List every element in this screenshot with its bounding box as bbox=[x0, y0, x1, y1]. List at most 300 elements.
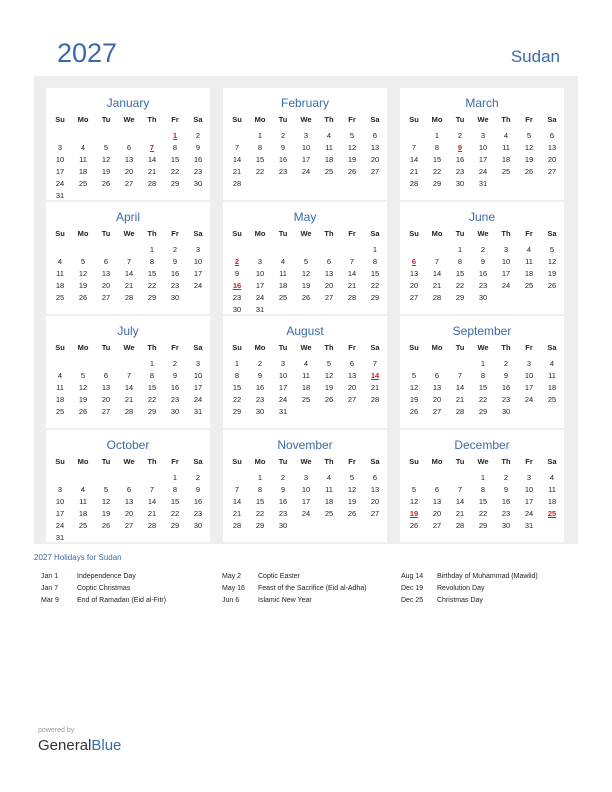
weekday-header: Sa bbox=[193, 229, 203, 238]
day-cell: 25 bbox=[78, 179, 88, 188]
holiday-day: 14 bbox=[370, 371, 380, 380]
day-cell: 4 bbox=[503, 131, 509, 140]
day-cell: 8 bbox=[234, 371, 240, 380]
day-cell: 8 bbox=[457, 257, 463, 266]
day-cell: 4 bbox=[80, 143, 86, 152]
day-cell: 26 bbox=[547, 281, 557, 290]
day-cell: 20 bbox=[409, 281, 419, 290]
holiday-date: Dec 19 bbox=[401, 585, 424, 592]
day-cell: 4 bbox=[57, 257, 63, 266]
day-cell: 16 bbox=[278, 497, 288, 506]
month-may bbox=[223, 202, 387, 314]
month-september bbox=[400, 316, 564, 428]
day-cell: 4 bbox=[326, 131, 332, 140]
day-cell: 5 bbox=[103, 143, 109, 152]
day-cell: 12 bbox=[409, 497, 419, 506]
holiday-date: Mar 9 bbox=[41, 597, 59, 604]
day-cell: 6 bbox=[434, 371, 440, 380]
weekday-header: Sa bbox=[193, 457, 203, 466]
weekday-header: Su bbox=[232, 115, 242, 124]
holiday-name: End of Ramadan (Eid al-Fitr) bbox=[77, 597, 167, 604]
day-cell: 25 bbox=[55, 293, 65, 302]
day-cell: 14 bbox=[455, 497, 465, 506]
day-cell: 11 bbox=[279, 269, 287, 278]
day-cell: 11 bbox=[56, 269, 64, 278]
day-cell: 30 bbox=[193, 179, 203, 188]
day-cell: 14 bbox=[124, 383, 134, 392]
day-cell: 3 bbox=[57, 485, 63, 494]
day-cell: 16 bbox=[255, 383, 265, 392]
day-cell: 22 bbox=[255, 509, 265, 518]
day-cell: 26 bbox=[101, 521, 111, 530]
day-cell: 21 bbox=[370, 383, 380, 392]
day-cell: 27 bbox=[124, 521, 134, 530]
holiday-date: May 2 bbox=[222, 573, 242, 580]
day-cell: 19 bbox=[101, 509, 111, 518]
day-cell: 31 bbox=[478, 179, 488, 188]
weekday-header: Tu bbox=[455, 343, 465, 352]
day-cell: 16 bbox=[193, 155, 203, 164]
day-cell: 21 bbox=[232, 509, 242, 518]
day-cell: 20 bbox=[124, 167, 134, 176]
day-cell: 20 bbox=[370, 497, 380, 506]
day-cell: 27 bbox=[324, 293, 334, 302]
day-cell: 14 bbox=[455, 383, 465, 392]
day-cell: 14 bbox=[147, 497, 157, 506]
day-cell: 25 bbox=[501, 167, 511, 176]
day-cell: 24 bbox=[255, 293, 265, 302]
day-cell: 22 bbox=[478, 509, 488, 518]
weekday-header: Su bbox=[409, 229, 419, 238]
weekday-header: Tu bbox=[278, 343, 288, 352]
day-cell: 11 bbox=[79, 497, 87, 506]
day-cell: 3 bbox=[195, 245, 201, 254]
day-cell: 21 bbox=[147, 509, 157, 518]
day-cell: 28 bbox=[370, 395, 380, 404]
day-cell: 6 bbox=[349, 359, 355, 368]
weekday-header: Th bbox=[147, 229, 157, 238]
day-cell: 28 bbox=[347, 293, 357, 302]
day-cell: 14 bbox=[232, 155, 242, 164]
weekday-header: Fr bbox=[171, 343, 179, 352]
weekday-header: Th bbox=[147, 115, 157, 124]
day-cell: 1 bbox=[257, 131, 263, 140]
day-cell: 26 bbox=[101, 179, 111, 188]
day-cell: 22 bbox=[478, 395, 488, 404]
holidays-title: 2027 Holidays for Sudan bbox=[34, 553, 122, 562]
weekday-header: Tu bbox=[101, 457, 111, 466]
day-cell: 31 bbox=[55, 191, 65, 200]
day-cell: 10 bbox=[255, 269, 265, 278]
day-cell: 27 bbox=[101, 407, 111, 416]
weekday-header: We bbox=[123, 343, 135, 352]
day-cell: 21 bbox=[232, 167, 242, 176]
weekday-header: Sa bbox=[370, 457, 380, 466]
day-cell: 28 bbox=[124, 293, 134, 302]
day-cell: 13 bbox=[432, 497, 442, 506]
day-cell: 7 bbox=[234, 143, 240, 152]
day-cell: 22 bbox=[147, 395, 157, 404]
day-cell: 11 bbox=[548, 485, 556, 494]
day-cell: 17 bbox=[255, 281, 265, 290]
day-cell: 17 bbox=[193, 383, 203, 392]
day-cell: 23 bbox=[278, 509, 288, 518]
month-april bbox=[46, 202, 210, 314]
day-cell: 11 bbox=[325, 485, 333, 494]
day-cell: 26 bbox=[409, 521, 419, 530]
day-cell: 27 bbox=[432, 407, 442, 416]
day-cell: 18 bbox=[301, 383, 311, 392]
day-cell: 15 bbox=[370, 269, 380, 278]
weekday-header: Su bbox=[409, 343, 419, 352]
day-cell: 9 bbox=[503, 371, 509, 380]
day-cell: 22 bbox=[170, 509, 180, 518]
day-cell: 3 bbox=[526, 359, 532, 368]
holiday-name: Christmas Day bbox=[437, 597, 483, 604]
holiday-date: Aug 14 bbox=[401, 573, 424, 580]
weekday-header: Th bbox=[501, 229, 511, 238]
day-cell: 14 bbox=[232, 497, 242, 506]
day-cell: 23 bbox=[255, 395, 265, 404]
day-cell: 8 bbox=[372, 257, 378, 266]
day-cell: 25 bbox=[278, 293, 288, 302]
day-cell: 3 bbox=[257, 257, 263, 266]
day-cell: 15 bbox=[170, 155, 180, 164]
day-cell: 26 bbox=[324, 395, 334, 404]
day-cell: 14 bbox=[432, 269, 442, 278]
day-cell: 25 bbox=[547, 395, 557, 404]
day-cell: 26 bbox=[347, 167, 357, 176]
day-cell: 1 bbox=[172, 473, 178, 482]
day-cell: 21 bbox=[432, 281, 442, 290]
day-cell: 7 bbox=[349, 257, 355, 266]
day-cell: 3 bbox=[480, 131, 486, 140]
day-cell: 22 bbox=[255, 167, 265, 176]
day-cell: 15 bbox=[455, 269, 465, 278]
brand-part-a: General bbox=[38, 737, 92, 754]
day-cell: 7 bbox=[126, 257, 132, 266]
weekday-header: Tu bbox=[455, 457, 465, 466]
month-name: May bbox=[293, 210, 317, 224]
weekday-header: Tu bbox=[455, 229, 465, 238]
day-cell: 5 bbox=[526, 131, 532, 140]
weekday-header: Fr bbox=[171, 457, 179, 466]
day-cell: 4 bbox=[280, 257, 286, 266]
day-cell: 30 bbox=[170, 293, 180, 302]
brand-part-b: Blue bbox=[91, 737, 122, 754]
day-cell: 19 bbox=[524, 155, 534, 164]
weekday-header: Su bbox=[55, 457, 65, 466]
weekday-header: Th bbox=[324, 457, 334, 466]
day-cell: 27 bbox=[347, 395, 357, 404]
day-cell: 9 bbox=[480, 257, 486, 266]
day-cell: 23 bbox=[501, 395, 511, 404]
weekday-header: Sa bbox=[370, 229, 380, 238]
day-cell: 6 bbox=[103, 257, 109, 266]
month-name: November bbox=[277, 438, 333, 452]
day-cell: 2 bbox=[503, 473, 509, 482]
day-cell: 15 bbox=[232, 383, 242, 392]
day-cell: 5 bbox=[411, 371, 417, 380]
day-cell: 8 bbox=[149, 371, 155, 380]
day-cell: 28 bbox=[232, 179, 242, 188]
month-january bbox=[46, 88, 210, 200]
day-cell: 8 bbox=[257, 485, 263, 494]
weekday-header: Su bbox=[55, 229, 65, 238]
year-title: 2027 bbox=[57, 38, 118, 68]
weekday-header: Th bbox=[501, 343, 511, 352]
weekday-header: Th bbox=[501, 115, 511, 124]
weekday-header: We bbox=[300, 115, 312, 124]
day-cell: 23 bbox=[170, 281, 180, 290]
day-cell: 9 bbox=[172, 371, 178, 380]
day-cell: 27 bbox=[432, 521, 442, 530]
weekday-header: Su bbox=[409, 457, 419, 466]
day-cell: 9 bbox=[503, 485, 509, 494]
day-cell: 18 bbox=[55, 281, 65, 290]
day-cell: 27 bbox=[101, 293, 111, 302]
day-cell: 30 bbox=[232, 305, 242, 314]
day-cell: 9 bbox=[172, 257, 178, 266]
day-cell: 6 bbox=[326, 257, 332, 266]
day-cell: 6 bbox=[372, 473, 378, 482]
day-cell: 11 bbox=[525, 257, 533, 266]
day-cell: 20 bbox=[124, 509, 134, 518]
day-cell: 23 bbox=[501, 509, 511, 518]
day-cell: 10 bbox=[55, 497, 65, 506]
day-cell: 29 bbox=[455, 293, 465, 302]
day-cell: 8 bbox=[172, 143, 178, 152]
day-cell: 15 bbox=[147, 383, 157, 392]
day-cell: 3 bbox=[526, 473, 532, 482]
day-cell: 7 bbox=[126, 371, 132, 380]
weekday-header: Tu bbox=[101, 343, 111, 352]
day-cell: 18 bbox=[501, 155, 511, 164]
day-cell: 17 bbox=[478, 155, 488, 164]
holiday-date: Jan 1 bbox=[41, 573, 59, 580]
day-cell: 18 bbox=[55, 395, 65, 404]
day-cell: 25 bbox=[301, 395, 311, 404]
day-cell: 28 bbox=[455, 521, 465, 530]
day-cell: 18 bbox=[278, 281, 288, 290]
day-cell: 17 bbox=[524, 497, 534, 506]
day-cell: 21 bbox=[124, 281, 134, 290]
day-cell: 1 bbox=[372, 245, 378, 254]
day-cell: 23 bbox=[193, 167, 203, 176]
day-cell: 25 bbox=[324, 509, 334, 518]
day-cell: 20 bbox=[432, 509, 442, 518]
weekday-header: Tu bbox=[101, 115, 111, 124]
weekday-header: Mo bbox=[77, 229, 89, 238]
day-cell: 7 bbox=[149, 485, 155, 494]
weekday-header: We bbox=[477, 457, 489, 466]
weekday-header: Mo bbox=[254, 457, 266, 466]
day-cell: 23 bbox=[170, 395, 180, 404]
holiday-name: Coptic Easter bbox=[258, 573, 301, 580]
day-cell: 16 bbox=[170, 269, 180, 278]
month-name: September bbox=[452, 324, 512, 338]
day-cell: 15 bbox=[255, 497, 265, 506]
day-cell: 14 bbox=[124, 269, 134, 278]
day-cell: 11 bbox=[56, 383, 64, 392]
day-cell: 30 bbox=[193, 521, 203, 530]
weekday-header: Mo bbox=[77, 457, 89, 466]
day-cell: 27 bbox=[547, 167, 557, 176]
month-name: February bbox=[280, 96, 330, 110]
day-cell: 8 bbox=[257, 143, 263, 152]
day-cell: 21 bbox=[409, 167, 419, 176]
weekday-header: Th bbox=[324, 229, 334, 238]
day-cell: 2 bbox=[195, 131, 201, 140]
weekday-header: Mo bbox=[431, 457, 443, 466]
holiday-day: 7 bbox=[149, 143, 155, 152]
day-cell: 16 bbox=[501, 383, 511, 392]
day-cell: 24 bbox=[193, 395, 203, 404]
day-cell: 13 bbox=[124, 497, 134, 506]
month-november bbox=[223, 430, 387, 542]
weekday-header: Su bbox=[232, 457, 242, 466]
weekday-header: Su bbox=[55, 343, 65, 352]
day-cell: 1 bbox=[149, 359, 155, 368]
weekday-header: Sa bbox=[193, 115, 203, 124]
day-cell: 19 bbox=[347, 497, 357, 506]
weekday-header: Su bbox=[232, 343, 242, 352]
day-cell: 16 bbox=[170, 383, 180, 392]
day-cell: 19 bbox=[301, 281, 311, 290]
day-cell: 5 bbox=[349, 131, 355, 140]
day-cell: 7 bbox=[434, 257, 440, 266]
weekday-header: We bbox=[477, 115, 489, 124]
weekday-header: Tu bbox=[101, 229, 111, 238]
day-cell: 20 bbox=[347, 383, 357, 392]
day-cell: 29 bbox=[255, 521, 265, 530]
day-cell: 10 bbox=[501, 257, 511, 266]
day-cell: 28 bbox=[409, 179, 419, 188]
day-cell: 30 bbox=[170, 407, 180, 416]
day-cell: 23 bbox=[455, 167, 465, 176]
day-cell: 3 bbox=[303, 131, 309, 140]
month-name: October bbox=[106, 438, 150, 452]
day-cell: 1 bbox=[480, 473, 486, 482]
day-cell: 22 bbox=[432, 167, 442, 176]
weekday-header: Mo bbox=[77, 115, 89, 124]
day-cell: 15 bbox=[147, 269, 157, 278]
day-cell: 26 bbox=[409, 407, 419, 416]
day-cell: 22 bbox=[455, 281, 465, 290]
day-cell: 12 bbox=[324, 371, 334, 380]
weekday-header: Fr bbox=[171, 229, 179, 238]
weekday-header: Tu bbox=[278, 457, 288, 466]
holiday-date: Jun 6 bbox=[222, 597, 240, 604]
day-cell: 4 bbox=[303, 359, 309, 368]
day-cell: 13 bbox=[370, 143, 380, 152]
day-cell: 5 bbox=[411, 485, 417, 494]
day-cell: 26 bbox=[78, 293, 88, 302]
day-cell: 28 bbox=[147, 521, 157, 530]
day-cell: 9 bbox=[280, 485, 286, 494]
day-cell: 10 bbox=[301, 485, 311, 494]
day-cell: 18 bbox=[547, 383, 557, 392]
day-cell: 29 bbox=[170, 521, 180, 530]
day-cell: 20 bbox=[432, 395, 442, 404]
day-cell: 30 bbox=[278, 521, 288, 530]
day-cell: 13 bbox=[324, 269, 334, 278]
day-cell: 5 bbox=[103, 485, 109, 494]
day-cell: 11 bbox=[502, 143, 510, 152]
day-cell: 11 bbox=[302, 371, 310, 380]
day-cell: 18 bbox=[78, 167, 88, 176]
day-cell: 22 bbox=[370, 281, 380, 290]
day-cell: 23 bbox=[478, 281, 488, 290]
weekday-header: Fr bbox=[525, 343, 533, 352]
day-cell: 17 bbox=[301, 497, 311, 506]
weekday-header: Tu bbox=[278, 229, 288, 238]
day-cell: 21 bbox=[347, 281, 357, 290]
holiday-day: 16 bbox=[232, 281, 242, 290]
day-cell: 29 bbox=[432, 179, 442, 188]
day-cell: 24 bbox=[501, 281, 511, 290]
day-cell: 13 bbox=[432, 383, 442, 392]
day-cell: 7 bbox=[411, 143, 417, 152]
weekday-header: We bbox=[123, 457, 135, 466]
weekday-header: Mo bbox=[254, 115, 266, 124]
holiday-name: Independence Day bbox=[77, 573, 136, 580]
day-cell: 15 bbox=[170, 497, 180, 506]
day-cell: 8 bbox=[172, 485, 178, 494]
weekday-header: Tu bbox=[455, 115, 465, 124]
weekday-header: Mo bbox=[254, 229, 266, 238]
weekday-header: Mo bbox=[431, 115, 443, 124]
day-cell: 21 bbox=[124, 395, 134, 404]
day-cell: 23 bbox=[278, 167, 288, 176]
month-name: March bbox=[465, 96, 499, 110]
day-cell: 8 bbox=[149, 257, 155, 266]
day-cell: 16 bbox=[501, 497, 511, 506]
month-august bbox=[223, 316, 387, 428]
day-cell: 24 bbox=[524, 509, 534, 518]
day-cell: 10 bbox=[301, 143, 311, 152]
day-cell: 8 bbox=[434, 143, 440, 152]
day-cell: 16 bbox=[278, 155, 288, 164]
day-cell: 24 bbox=[193, 281, 203, 290]
day-cell: 22 bbox=[232, 395, 242, 404]
day-cell: 2 bbox=[480, 245, 486, 254]
weekday-header: Sa bbox=[547, 115, 557, 124]
day-cell: 31 bbox=[55, 533, 65, 542]
day-cell: 16 bbox=[455, 155, 465, 164]
day-cell: 12 bbox=[101, 155, 111, 164]
day-cell: 12 bbox=[547, 257, 557, 266]
day-cell: 17 bbox=[55, 167, 65, 176]
day-cell: 27 bbox=[124, 179, 134, 188]
weekday-header: We bbox=[123, 115, 135, 124]
day-cell: 18 bbox=[547, 497, 557, 506]
day-cell: 5 bbox=[326, 359, 332, 368]
day-cell: 19 bbox=[409, 395, 419, 404]
day-cell: 6 bbox=[103, 371, 109, 380]
day-cell: 19 bbox=[324, 383, 334, 392]
weekday-header: We bbox=[300, 343, 312, 352]
day-cell: 1 bbox=[149, 245, 155, 254]
holiday-name: Coptic Christmas bbox=[77, 585, 131, 592]
month-name: January bbox=[106, 96, 150, 110]
month-name: December bbox=[454, 438, 510, 452]
day-cell: 21 bbox=[455, 395, 465, 404]
day-cell: 28 bbox=[232, 521, 242, 530]
weekday-header: Su bbox=[55, 115, 65, 124]
weekday-header: Mo bbox=[77, 343, 89, 352]
weekday-header: Mo bbox=[431, 229, 443, 238]
